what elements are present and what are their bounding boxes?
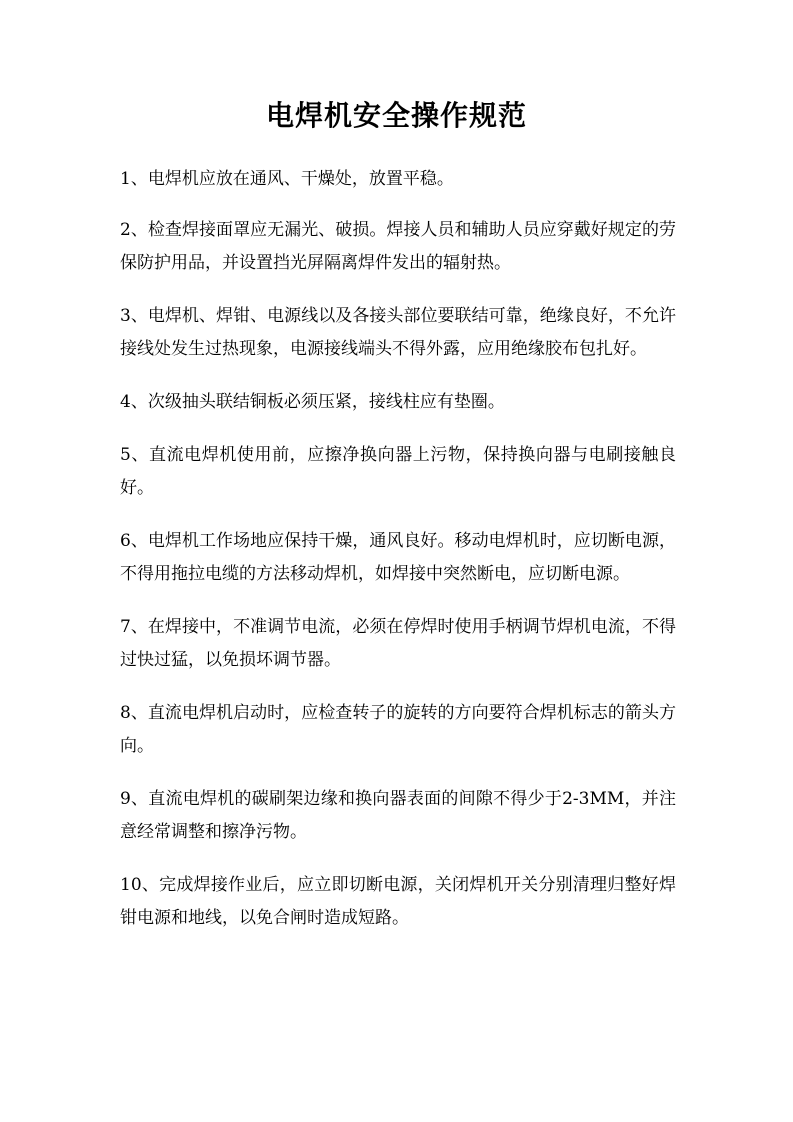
rule-item-4: 4、次级抽头联结铜板必须压紧，接线柱应有垫圈。 [120, 392, 505, 412]
page-title: 电焊机安全操作规范 [265, 99, 527, 132]
rule-item-8: 8、直流电焊机启动时，应检查转子的旋转的方向要符合焊机标志的箭头方向。 [120, 703, 676, 756]
rule-item-10: 10、完成焊接作业后，应立即切断电源，关闭焊机开关分别清理归整好焊钳电源和地线，以免合闸时造成短路。 [120, 875, 676, 928]
rule-item-2: 2、检查焊接面罩应无漏光、破损。焊接人员和辅助人员应穿戴好规定的劳保防护用品，并设置挡光屏隔离焊件发出的辐射热。 [120, 220, 676, 273]
rule-item-7: 7、在焊接中，不准调节电流，必须在停焊时使用手柄调节焊机电流，不得过快过猛，以免损坏调节器。 [120, 617, 676, 670]
rule-item-9: 9、直流电焊机的碳刷架边缘和换向器表面的间隙不得少于2-3MM，并注意经常调整和擦净污物。 [120, 789, 676, 842]
rule-item-3: 3、电焊机、焊钳、电源线以及各接头部位要联结可靠，绝缘良好，不允许接线处发生过热现象，电源接线端头不得外露，应用绝缘胶布包扎好。 [120, 306, 676, 359]
rule-item-5: 5、直流电焊机使用前，应擦净换向器上污物，保持换向器与电刷接触良好。 [120, 445, 676, 498]
rule-list [120, 163, 676, 955]
rule-item-6: 6、电焊机工作场地应保持干燥，通风良好。移动电焊机时，应切断电源，不得用拖拉电缆的方法移动焊机，如焊接中突然断电，应切断电源。 [120, 531, 676, 584]
rule-item-1: 1、电焊机应放在通风、干燥处，放置平稳。 [120, 169, 454, 189]
